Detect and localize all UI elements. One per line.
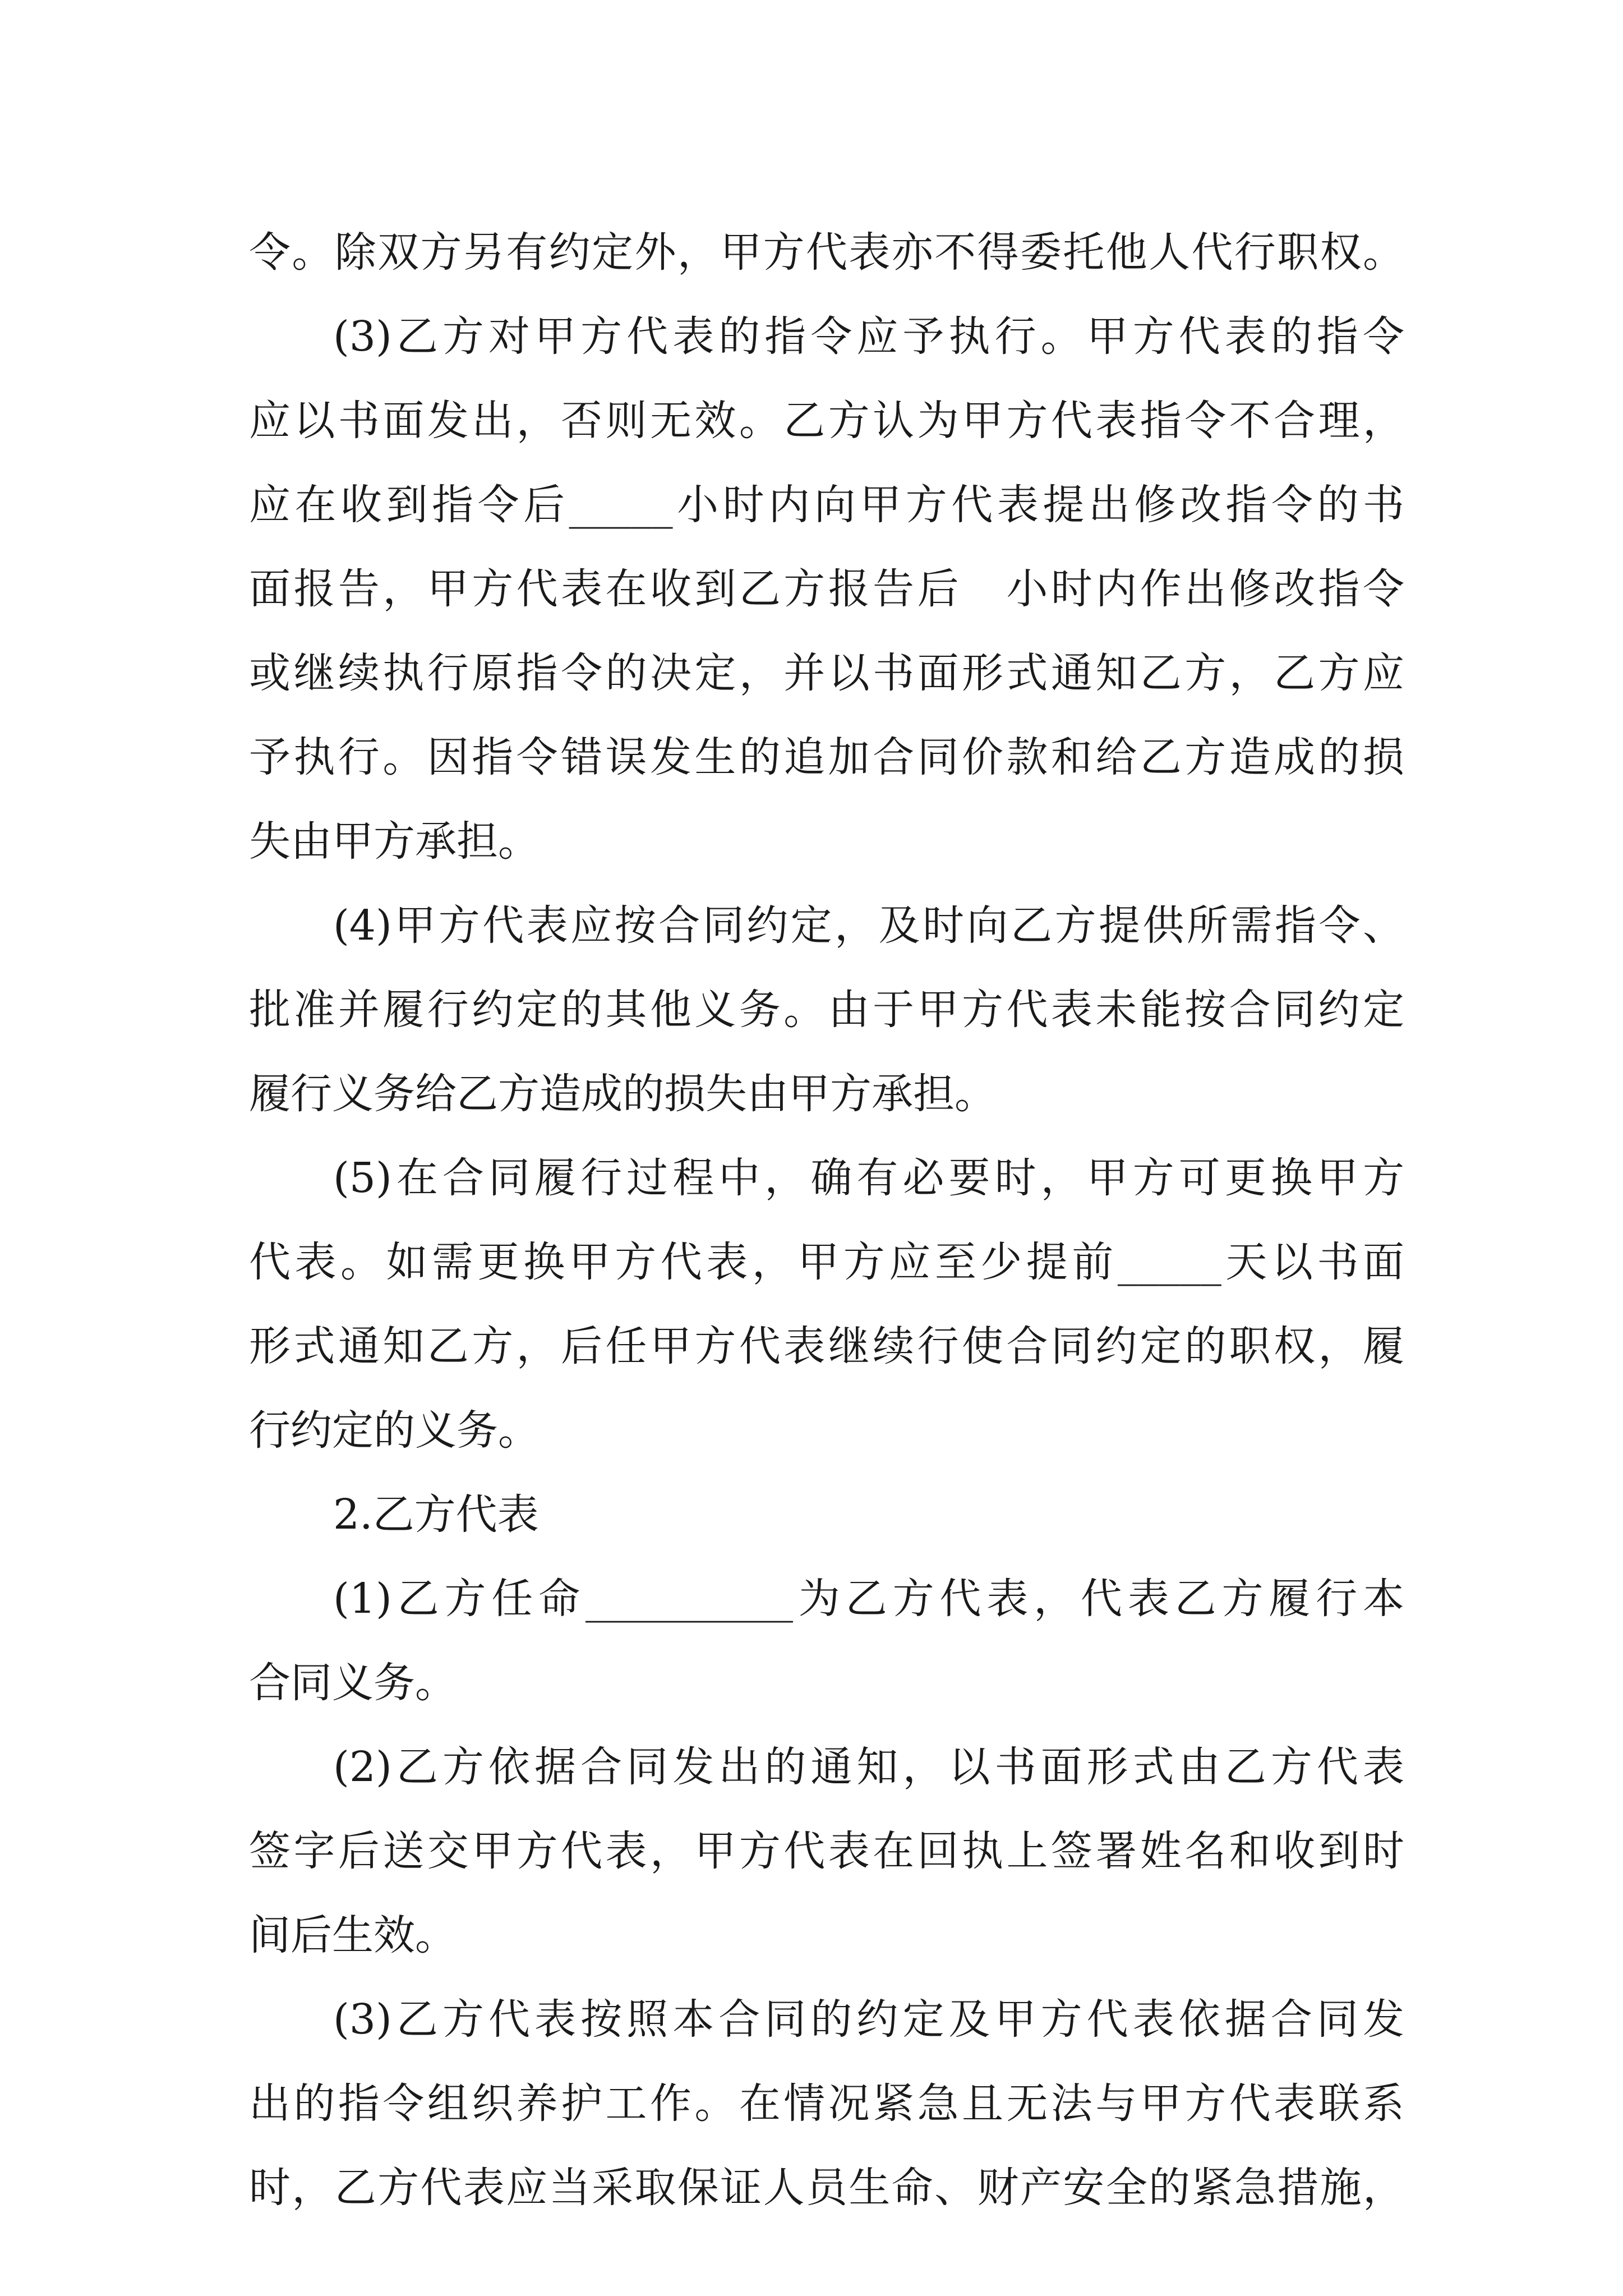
text-line: (5)在合同履行过程中，确有必要时，甲方可更换甲方: [333, 1154, 1404, 1202]
text-line: 行约定的义务。: [249, 1406, 540, 1455]
text-line: 或继续执行原指令的决定，并以书面形式通知乙方，乙方应: [249, 649, 1404, 697]
text-line: 令。除双方另有约定外，甲方代表亦不得委托他人代行职权。: [249, 228, 1404, 277]
text-line: (1)乙方任命__________为乙方代表，代表乙方履行本: [333, 1575, 1404, 1623]
text-line: 面报告，甲方代表在收到乙方报告后 小时内作出修改指令: [249, 565, 1404, 613]
text-line: 签字后送交甲方代表，甲方代表在回执上签署姓名和收到时: [249, 1827, 1404, 1875]
text-line: 间后生效。: [249, 1911, 457, 1959]
text-line: 批准并履行约定的其他义务。由于甲方代表未能按合同约定: [249, 986, 1404, 1034]
text-line: (2)乙方依据合同发出的通知，以书面形式由乙方代表: [333, 1743, 1404, 1791]
text-line: 履行义务给乙方造成的损失由甲方承担。: [249, 1070, 996, 1118]
text-line: 合同义务。: [249, 1659, 457, 1707]
text-line: 出的指令组织养护工作。在情况紧急且无法与甲方代表联系: [249, 2079, 1404, 2128]
text-line: 应以书面发出，否则无效。乙方认为甲方代表指令不合理，: [249, 397, 1404, 445]
text-line: 应在收到指令后_____小时内向甲方代表提出修改指令的书: [249, 481, 1404, 529]
text-line: 时，乙方代表应当采取保证人员生命、财产安全的紧急措施，: [249, 2164, 1404, 2212]
text-line: 代表。如需更换甲方代表，甲方应至少提前_____天以书面: [249, 1238, 1404, 1286]
text-line: 予执行。因指令错误发生的追加合同价款和给乙方造成的损: [249, 733, 1404, 781]
section-heading: 2.乙方代表: [333, 1490, 539, 1539]
text-line: 形式通知乙方，后任甲方代表继续行使合同约定的职权，履: [249, 1322, 1404, 1370]
text-line: (4)甲方代表应按合同约定，及时向乙方提供所需指令、: [333, 901, 1404, 950]
text-line: 失由甲方承担。: [249, 817, 540, 866]
text-line: (3)乙方代表按照本合同的约定及甲方代表依据合同发: [333, 1995, 1404, 2044]
text-line: (3)乙方对甲方代表的指令应予执行。甲方代表的指令: [333, 312, 1404, 361]
